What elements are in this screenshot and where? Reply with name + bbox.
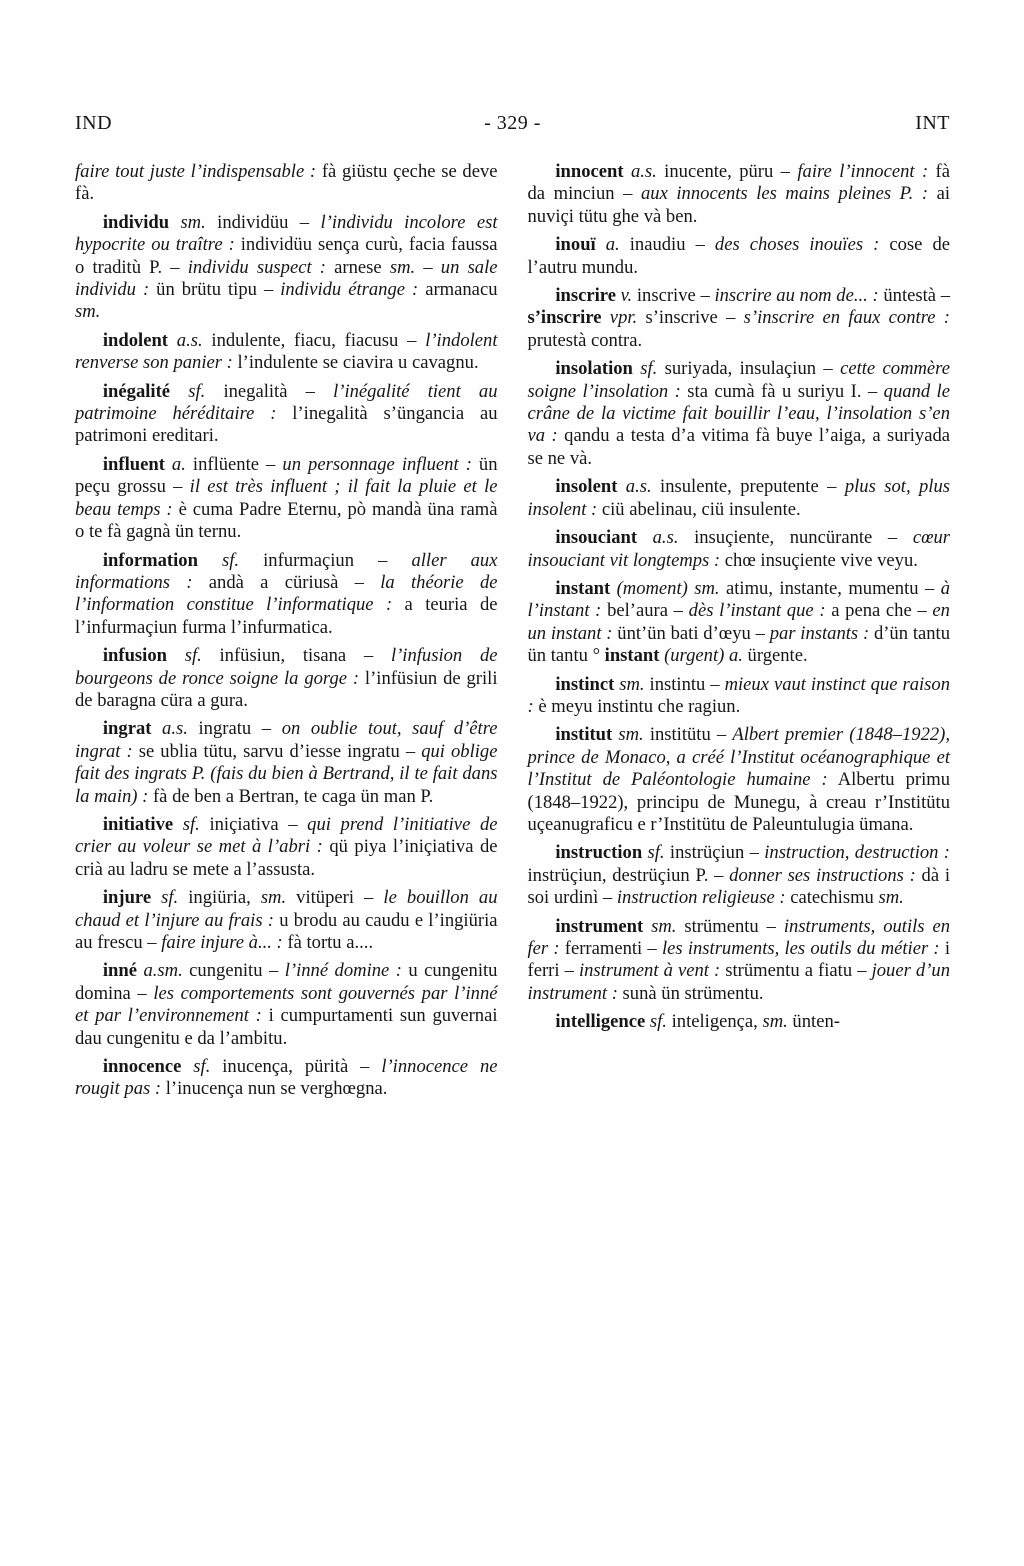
- french-phrase: a.s.: [168, 329, 203, 351]
- header-right-guideword: INT: [915, 112, 951, 134]
- monegasque-text: inegalità –: [205, 380, 334, 402]
- monegasque-text: l’inegalità s’üngancia au patrimoni ereditari.: [75, 403, 498, 447]
- dictionary-entry-indispensable-continuation: [75, 161, 498, 206]
- french-phrase: vpr.: [601, 307, 638, 329]
- french-phrase: faire l’innocent :: [797, 161, 929, 182]
- page-number: - 329 -: [484, 112, 541, 134]
- dictionary-entry-individu: [75, 212, 498, 324]
- monegasque-text: s’inscrive –: [637, 307, 744, 329]
- french-phrase: sm.: [643, 915, 677, 937]
- french-phrase: v.: [615, 285, 633, 307]
- monegasque-text: sunà ün strümentu.: [617, 982, 764, 1004]
- french-phrase: a.s.: [637, 527, 679, 549]
- monegasque-text: üntestà –: [878, 285, 950, 307]
- french-phrase: qui oblige fait des ingrats P. (fais du bien à Bertrand, il te fait dans la main) :: [75, 740, 498, 807]
- monegasque-text: cungenitu –: [182, 960, 285, 982]
- french-phrase: cette commère soigne l’insolation :: [527, 358, 950, 402]
- monegasque-text: fà de ben a Bertran, te caga ün man P.: [148, 785, 434, 807]
- monegasque-text: chœ insuçiente vive veyu.: [720, 549, 918, 571]
- french-phrase: (moment) sm.: [610, 577, 720, 599]
- french-phrase: sf.: [645, 1011, 667, 1033]
- monegasque-text: qandu a testa d’a vitima fà buye l’aiga, a suriyada se ne và.: [527, 425, 951, 469]
- monegasque-text: insuçiente, nuncürante –: [678, 527, 913, 549]
- dictionary-entry-instant: [528, 578, 951, 668]
- french-phrase: un personnage influent :: [282, 453, 472, 475]
- dictionary-entry-innocent: [528, 161, 951, 228]
- dictionary-entry-initiative: [75, 814, 498, 881]
- headword: instant: [604, 645, 660, 667]
- headword: individu: [102, 211, 170, 233]
- monegasque-text: l’inucença nun se verghœgna.: [161, 1078, 388, 1100]
- dictionary-entry-influent: [75, 454, 498, 544]
- french-phrase: en un instant :: [527, 600, 950, 644]
- french-phrase: sm.: [260, 887, 287, 909]
- headword: innocence: [102, 1056, 182, 1078]
- monegasque-text: inaudiu –: [619, 234, 715, 256]
- dictionary-entry-ingrat: [75, 718, 498, 808]
- monegasque-text: ürgente.: [742, 645, 808, 667]
- french-phrase: sm.: [169, 211, 206, 233]
- monegasque-text: qü piya l’iniçiativa de crià au ladru se mete a l’assusta.: [75, 836, 498, 880]
- french-phrase: sm.: [762, 1011, 788, 1033]
- monegasque-text: ingiüria,: [178, 887, 261, 909]
- monegasque-text: prutestà contra.: [527, 329, 643, 351]
- monegasque-text: infüsiun, tisana –: [201, 645, 391, 667]
- french-phrase: des choses inouïes :: [714, 234, 880, 256]
- dictionary-entry-inscrire: [528, 285, 951, 352]
- headword: instant: [555, 577, 611, 599]
- french-phrase: sf.: [642, 842, 665, 864]
- french-phrase: instruments, outils en fer :: [527, 915, 950, 959]
- french-phrase: instruction religieuse :: [616, 887, 786, 909]
- dictionary-entry-indolent: [75, 330, 498, 375]
- dictionary-entry-injure: [75, 887, 498, 954]
- french-phrase: sm.: [878, 887, 904, 909]
- monegasque-text: ai nuviçi tütu ghe và ben.: [527, 183, 950, 227]
- monegasque-text: inflüente –: [185, 453, 283, 475]
- french-phrase: le bouillon au chaud et l’injure au frais :: [75, 887, 498, 931]
- monegasque-text: instrüçiun, destrüçiun P. –: [527, 864, 730, 886]
- monegasque-text: ünt’ün bati d’œyu –: [612, 622, 770, 644]
- french-phrase: il est très influent ; il fait la pluie et le beau temps :: [75, 476, 498, 520]
- dictionary-entry-infusion: [75, 645, 498, 712]
- french-phrase: la théorie de l’information constitue l’informatique :: [75, 571, 498, 616]
- monegasque-text: a teuria de l’infurmaçiun furma l’infurmatica.: [75, 594, 498, 638]
- headword: intelligence: [555, 1011, 646, 1033]
- headword: indolent: [102, 329, 168, 351]
- monegasque-text: ferramenti –: [559, 938, 662, 959]
- french-phrase: l’infusion de bourgeons de ronce soigne la gorge :: [75, 645, 498, 689]
- monegasque-text: inscrive –: [632, 285, 715, 307]
- french-phrase: a.s.: [151, 718, 188, 740]
- monegasque-text: a pena che –: [825, 600, 933, 622]
- french-phrase: mieux vaut instinct que raison :: [527, 673, 950, 717]
- monegasque-text: vitüperi –: [286, 887, 384, 909]
- french-phrase: aller aux informations :: [75, 549, 498, 593]
- french-phrase: sf.: [173, 813, 200, 835]
- french-phrase: les comportements sont gouvernés par l’inné et par l’environnement :: [75, 982, 498, 1027]
- french-phrase: faire injure à... :: [161, 932, 283, 953]
- monegasque-text: ün peçu grossu –: [75, 453, 498, 498]
- dictionary-entry-instruction: [528, 842, 951, 909]
- monegasque-text: ciü abelinau, ciü insulente.: [597, 498, 801, 520]
- monegasque-text: institütu –: [643, 724, 733, 746]
- headword: ingrat: [102, 718, 152, 740]
- french-phrase: quand le crâne de la victime fait bouillir l’eau, l’insolation s’en va :: [527, 380, 950, 447]
- running-head: [75, 112, 950, 135]
- french-phrase: un sale individu :: [75, 256, 498, 301]
- headword: information: [102, 549, 198, 571]
- dictionary-entry-instrument: [528, 916, 951, 1006]
- dictionary-entry-insouciant: [528, 527, 951, 572]
- french-phrase: qui prend l’initiative de crier au voleur se met à l’abri :: [75, 813, 498, 858]
- dictionary-entry-inegalite: [75, 381, 498, 448]
- french-phrase: sm.: [612, 724, 644, 746]
- headword: insouciant: [555, 527, 638, 549]
- headword: inouï: [555, 234, 596, 256]
- monegasque-text: individüu –: [205, 211, 321, 233]
- french-phrase: Albert premier (1848–1922), prince de Monaco, a créé l’Institut océanographique et l’Institut de Paléontologie humaine :: [527, 724, 950, 791]
- headword: innocent: [555, 161, 624, 182]
- monegasque-text: ingratu –: [187, 718, 282, 740]
- monegasque-text: –: [415, 256, 441, 278]
- monegasque-text: se ublia tütu, sarvu d’iesse ingratu –: [132, 740, 422, 762]
- french-phrase: a.s.: [617, 476, 652, 498]
- headword: initiative: [102, 813, 174, 835]
- headword: inné: [102, 960, 137, 982]
- french-phrase: individu suspect :: [187, 256, 326, 278]
- monegasque-text: arnese: [325, 256, 390, 278]
- headword: insolent: [555, 476, 618, 498]
- french-phrase: sf.: [181, 1056, 211, 1078]
- french-phrase: l’individu incolore est hypocrite ou traître :: [75, 211, 498, 256]
- french-phrase: a.: [595, 234, 620, 256]
- dictionary-entry-information: [75, 550, 498, 640]
- french-phrase: sf.: [197, 549, 240, 571]
- monegasque-text: armanacu: [418, 279, 498, 301]
- french-phrase: l’inégalité tient au patrimoine héréditaire :: [75, 380, 498, 425]
- monegasque-text: andà a cüriusà –: [192, 571, 381, 593]
- dictionary-entry-inne: [75, 960, 498, 1050]
- french-phrase: sf.: [151, 887, 179, 909]
- french-phrase: individu étrange :: [280, 279, 419, 301]
- french-phrase: sm.: [75, 301, 101, 323]
- french-phrase: jouer d’un instrument :: [527, 960, 951, 1004]
- monegasque-text: fà tortu a....: [282, 932, 374, 953]
- monegasque-text: fà giüstu çeche se deve fà.: [75, 161, 498, 205]
- french-phrase: a.sm.: [137, 960, 183, 982]
- monegasque-text: è cuma Padre Eternu, pò mandà üna ramà o te fà gagnà ün ternu.: [75, 498, 498, 543]
- dictionary-entry-institut: [528, 724, 951, 836]
- french-phrase: les instruments, les outils du métier :: [661, 938, 940, 959]
- french-phrase: a.s.: [623, 161, 657, 182]
- french-phrase: sm.: [389, 256, 416, 278]
- french-phrase: instrument à vent :: [578, 960, 721, 982]
- monegasque-text: i ferri –: [527, 938, 950, 982]
- monegasque-text: è meyu instintu che ragiun.: [533, 695, 741, 717]
- dictionary-entry-insolent: [528, 476, 951, 521]
- monegasque-text: atimu, instante, mumentu –: [719, 577, 941, 599]
- french-phrase: a.: [164, 453, 186, 475]
- dictionary-entry-inoui: [528, 234, 951, 279]
- left-column: [75, 161, 498, 1107]
- monegasque-text: insulente, preputente –: [651, 476, 845, 498]
- right-column: [528, 161, 951, 1040]
- french-phrase: cœur insouciant vit longtemps :: [527, 527, 950, 571]
- monegasque-text: instintu –: [644, 673, 725, 695]
- monegasque-text: ünten-: [787, 1011, 840, 1033]
- monegasque-text: i cumpurtamenti sun guvernai dau cungenitu e da l’ambitu.: [75, 1005, 498, 1049]
- headword: injure: [102, 887, 152, 909]
- monegasque-text: indulente, fiacu, fiacusu –: [202, 329, 426, 351]
- headword: s’inscrire: [527, 307, 602, 329]
- french-phrase: dès l’instant que :: [688, 600, 826, 622]
- french-phrase: sf.: [170, 380, 206, 402]
- monegasque-text: bel’aura –: [601, 600, 689, 622]
- french-phrase: faire tout juste l’indispensable :: [75, 161, 317, 182]
- headword: infusion: [102, 645, 167, 667]
- dictionary-entry-insolation: [528, 358, 951, 470]
- french-phrase: sf.: [166, 645, 202, 667]
- french-phrase: inscrire au nom de... :: [714, 285, 879, 307]
- monegasque-text: suriyada, insulaçiun –: [657, 358, 841, 380]
- french-phrase: (urgent) a.: [659, 645, 743, 667]
- monegasque-text: u brodu au caudu e l’ingiüria au frescu –: [75, 909, 498, 953]
- monegasque-text: l’infüsiun de grili de baragna cüra a gura.: [75, 667, 498, 711]
- header-left-guideword: IND: [75, 112, 113, 134]
- text-columns: [75, 161, 950, 1107]
- monegasque-text: dà i soi urdinì –: [527, 864, 950, 909]
- headword: insolation: [555, 358, 633, 380]
- french-phrase: l’indolent renverse son panier :: [75, 329, 498, 374]
- french-phrase: plus sot, plus insolent :: [527, 476, 951, 520]
- monegasque-text: instrüçiun –: [664, 842, 765, 864]
- monegasque-text: inucença, pürità –: [210, 1056, 382, 1078]
- monegasque-text: individüu sença curù, facia faussa o traditù P. –: [75, 234, 498, 278]
- monegasque-text: cose de l’autru mundu.: [527, 234, 951, 278]
- headword: influent: [102, 453, 165, 475]
- dictionary-entry-innocence: [75, 1056, 498, 1101]
- french-phrase: par instants :: [769, 622, 870, 644]
- monegasque-text: inteligença,: [666, 1011, 763, 1033]
- french-phrase: l’innocence ne rougit pas :: [75, 1056, 498, 1100]
- headword: inégalité: [102, 380, 171, 402]
- headword: inscrire: [555, 285, 616, 307]
- french-phrase: sm.: [614, 673, 645, 695]
- french-phrase: sf.: [632, 358, 658, 380]
- french-phrase: l’inné domine :: [284, 960, 402, 982]
- headword: instruction: [555, 842, 643, 864]
- monegasque-text: strümentu a fiatu –: [720, 960, 872, 982]
- monegasque-text: inucente, püru –: [656, 161, 798, 182]
- french-phrase: aux innocents les mains pleines P. :: [640, 183, 929, 205]
- monegasque-text: fà da minciun –: [527, 161, 950, 205]
- monegasque-text: sta cumà fà u suriyu I. –: [680, 380, 884, 402]
- dictionary-entry-intelligence: [528, 1011, 951, 1033]
- monegasque-text: ün brütu tipu –: [149, 279, 281, 301]
- headword: instinct: [555, 673, 615, 695]
- headword: institut: [555, 724, 613, 746]
- monegasque-text: u cungenitu domina –: [75, 960, 498, 1004]
- french-phrase: s’inscrire en faux contre :: [743, 307, 950, 329]
- monegasque-text: d’ün tantu ün tantu °: [527, 622, 950, 667]
- monegasque-text: strümentu –: [676, 915, 784, 937]
- french-phrase: à l’instant :: [527, 577, 950, 622]
- french-phrase: donner ses instructions :: [729, 864, 916, 886]
- monegasque-text: infurmaçiun –: [239, 549, 412, 571]
- french-phrase: on oublie tout, sauf d’être ingrat :: [75, 718, 498, 762]
- french-phrase: instruction, destruction :: [764, 842, 950, 864]
- monegasque-text: l’indulente se ciavira u cavagnu.: [232, 352, 479, 374]
- headword: instrument: [555, 915, 644, 937]
- monegasque-text: catechismu: [785, 887, 879, 909]
- dictionary-entry-instinct: [528, 674, 951, 719]
- monegasque-text: iniçiativa –: [199, 813, 308, 835]
- monegasque-text: Albertu primu (1848–1922), principu de Munegu, à creau r’Institütu uçeanugraficu e r’Institütu de Paleuntulugia ümana.: [527, 769, 950, 835]
